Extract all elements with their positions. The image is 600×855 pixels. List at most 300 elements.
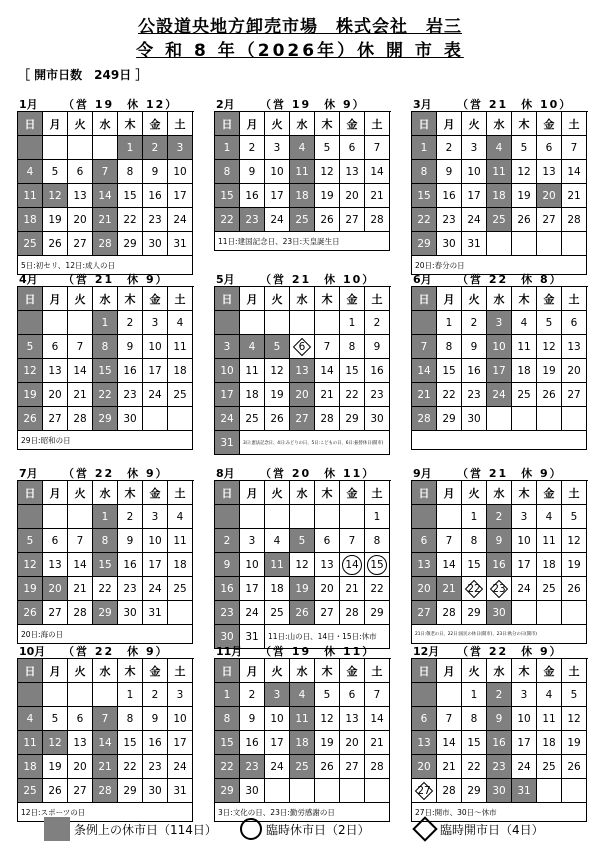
day-cell: 19	[43, 755, 68, 779]
day-cell: 11	[18, 184, 43, 208]
weekday-header: 月	[437, 481, 462, 505]
day-cell: 26	[537, 383, 562, 407]
day-cell: 22	[118, 755, 143, 779]
day-cell: 25	[168, 577, 193, 601]
day-cell: 8	[118, 707, 143, 731]
day-cell: 30	[487, 601, 512, 625]
day-cell: 15	[215, 184, 240, 208]
day-cell: 18	[168, 359, 193, 383]
day-cell: 3	[143, 311, 168, 335]
day-cell: 23	[143, 755, 168, 779]
day-cell: 6	[340, 136, 365, 160]
day-cell: 9	[118, 529, 143, 553]
day-cell: 5	[562, 683, 587, 707]
month-header	[214, 270, 391, 286]
weekday-header: 日	[18, 659, 43, 683]
day-cell: 24	[168, 755, 193, 779]
day-cell: 23	[215, 601, 240, 625]
day-cell: 6	[562, 311, 587, 335]
day-cell: 26	[512, 208, 537, 232]
day-cell: 26	[315, 208, 340, 232]
month-name: 10月	[19, 645, 46, 658]
weekday-header: 火	[462, 659, 487, 683]
day-cell: 21	[68, 577, 93, 601]
month-calendar	[411, 642, 588, 822]
weekday-header: 月	[437, 287, 462, 311]
holiday-swatch-icon	[44, 817, 70, 841]
day-cell: 16	[487, 553, 512, 577]
month-business-days: （営 21 休 10）	[260, 273, 376, 286]
day-cell: 7	[68, 529, 93, 553]
weekday-header: 月	[240, 287, 265, 311]
day-cell: 20	[412, 577, 437, 601]
day-cell: 6	[43, 335, 68, 359]
day-cell: 8	[215, 160, 240, 184]
day-cell: 22	[93, 577, 118, 601]
day-cell: 7	[93, 160, 118, 184]
month-header	[214, 95, 391, 111]
day-cell: 2	[215, 529, 240, 553]
day-cell: 30	[437, 232, 462, 256]
day-cell: 27	[290, 407, 315, 431]
weekday-header: 土	[562, 112, 587, 136]
day-cell: 20	[412, 755, 437, 779]
day-cell: 5	[265, 335, 290, 359]
day-cell: 15	[412, 184, 437, 208]
day-cell: 4	[168, 311, 193, 335]
day-cell: 24	[265, 755, 290, 779]
weekday-header: 金	[537, 659, 562, 683]
day-cell: 20	[43, 577, 68, 601]
day-cell: 20	[315, 577, 340, 601]
weekday-header: 月	[240, 112, 265, 136]
empty-cell	[68, 136, 93, 160]
month-name: 2月	[216, 98, 235, 111]
day-cell: 23	[240, 755, 265, 779]
day-cell: 30	[462, 407, 487, 431]
weekday-header: 日	[18, 112, 43, 136]
day-cell: 10	[512, 529, 537, 553]
legend-temp-closed-label: 臨時休市日（2日）	[266, 822, 370, 837]
day-cell: 12	[43, 184, 68, 208]
weekday-header: 水	[487, 112, 512, 136]
day-cell: 13	[340, 160, 365, 184]
weekday-header: 金	[143, 287, 168, 311]
weekday-header: 日	[215, 112, 240, 136]
day-cell: 29	[93, 601, 118, 625]
empty-cell	[215, 505, 240, 529]
weekday-header: 土	[365, 287, 390, 311]
day-cell: 13	[68, 184, 93, 208]
month-name: 11月	[216, 645, 243, 658]
day-cell: 26	[43, 779, 68, 803]
day-cell: 19	[265, 383, 290, 407]
month-calendar	[17, 642, 194, 822]
month-name: 1月	[19, 98, 38, 111]
day-cell: 9	[487, 707, 512, 731]
day-cell: 12	[315, 160, 340, 184]
empty-cell	[290, 311, 315, 335]
day-cell: 10	[143, 529, 168, 553]
empty-cell	[412, 683, 437, 707]
empty-cell	[265, 779, 290, 803]
day-cell: 16	[118, 553, 143, 577]
day-cell: 5	[43, 160, 68, 184]
weekday-header: 水	[487, 659, 512, 683]
day-cell: 19	[562, 731, 587, 755]
day-cell: 19	[290, 577, 315, 601]
day-cell: 12	[562, 707, 587, 731]
day-cell: 20	[537, 184, 562, 208]
month-note	[411, 431, 587, 450]
empty-cell	[315, 779, 340, 803]
day-cell: 24	[168, 208, 193, 232]
empty-cell	[537, 779, 562, 803]
day-cell: 3	[487, 311, 512, 335]
day-cell: 5	[18, 529, 43, 553]
day-cell: 7	[68, 335, 93, 359]
weekday-header: 金	[537, 481, 562, 505]
day-cell: 22	[118, 208, 143, 232]
day-cell-temp-open: 27	[412, 779, 437, 803]
day-cell: 24	[143, 577, 168, 601]
open-days-count: ［ 開市日数 249日 ］	[18, 68, 148, 82]
weekday-header: 日	[412, 659, 437, 683]
day-cell: 7	[340, 529, 365, 553]
day-cell: 30	[143, 232, 168, 256]
page-title: 令 和 8 年（2026年）休 開 市 表	[136, 41, 464, 61]
day-cell: 16	[240, 184, 265, 208]
empty-cell	[43, 683, 68, 707]
day-cell: 17	[143, 553, 168, 577]
month-header	[411, 642, 588, 658]
month-name: 12月	[413, 645, 440, 658]
day-cell: 8	[118, 160, 143, 184]
day-cell: 24	[240, 601, 265, 625]
day-cell: 31	[168, 232, 193, 256]
day-cell: 1	[462, 683, 487, 707]
day-cell: 20	[562, 359, 587, 383]
weekday-header: 土	[168, 287, 193, 311]
day-cell: 11	[537, 707, 562, 731]
weekday-header: 火	[462, 481, 487, 505]
day-cell: 4	[512, 311, 537, 335]
month-calendar	[411, 270, 588, 450]
empty-cell	[240, 505, 265, 529]
month-note: 3日:憲法記念日、4日:みどりの日、5日:こどもの日、6日:振替休日(開市)	[240, 431, 390, 455]
day-cell: 30	[215, 625, 240, 649]
weekday-header: 水	[487, 287, 512, 311]
day-cell: 12	[512, 160, 537, 184]
day-cell: 6	[68, 160, 93, 184]
month-header	[411, 270, 588, 286]
day-cell: 27	[412, 601, 437, 625]
day-cell: 15	[215, 731, 240, 755]
day-cell-temp-open: 6	[290, 335, 315, 359]
day-cell: 8	[462, 707, 487, 731]
month-header	[17, 95, 194, 111]
day-cell: 11	[512, 335, 537, 359]
day-cell: 12	[43, 731, 68, 755]
day-cell: 2	[240, 683, 265, 707]
empty-cell	[562, 601, 587, 625]
day-cell: 9	[437, 160, 462, 184]
month-header	[411, 464, 588, 480]
weekday-header: 月	[43, 659, 68, 683]
day-cell: 13	[412, 553, 437, 577]
day-cell: 7	[365, 136, 390, 160]
day-cell: 21	[340, 577, 365, 601]
weekday-header: 日	[18, 481, 43, 505]
empty-cell	[68, 683, 93, 707]
legend-temp-open-label: 臨時開市日（4日）	[440, 822, 544, 837]
day-cell: 14	[93, 731, 118, 755]
day-cell: 18	[240, 383, 265, 407]
day-cell: 27	[537, 208, 562, 232]
day-cell: 10	[512, 707, 537, 731]
day-cell: 1	[93, 505, 118, 529]
weekday-header: 金	[143, 481, 168, 505]
day-cell: 28	[412, 407, 437, 431]
day-cell: 1	[340, 311, 365, 335]
day-cell: 4	[18, 160, 43, 184]
day-cell: 11	[537, 529, 562, 553]
month-header	[214, 642, 391, 658]
weekday-header: 日	[412, 481, 437, 505]
empty-cell	[512, 232, 537, 256]
day-cell: 5	[512, 136, 537, 160]
day-cell: 4	[290, 683, 315, 707]
day-cell: 9	[240, 160, 265, 184]
day-cell: 1	[437, 311, 462, 335]
day-cell: 11	[290, 707, 315, 731]
day-cell: 22	[215, 208, 240, 232]
weekday-header: 月	[240, 481, 265, 505]
day-cell: 22	[365, 577, 390, 601]
day-cell: 14	[437, 731, 462, 755]
weekday-header: 水	[487, 481, 512, 505]
month-note: 27日:開市、30日～休市	[411, 803, 587, 822]
month-calendar	[17, 95, 194, 275]
day-cell: 17	[240, 577, 265, 601]
day-cell: 2	[365, 311, 390, 335]
day-cell: 8	[93, 529, 118, 553]
company-title: 公設道央地方卸売市場 株式会社 岩三	[138, 17, 462, 37]
month-grid	[214, 658, 391, 803]
day-cell: 15	[462, 731, 487, 755]
day-cell: 10	[462, 160, 487, 184]
month-note: 20日:春分の日	[411, 256, 587, 275]
day-cell: 18	[537, 553, 562, 577]
empty-cell	[93, 683, 118, 707]
day-cell: 13	[43, 553, 68, 577]
day-cell: 29	[437, 407, 462, 431]
day-cell: 6	[537, 136, 562, 160]
day-cell: 7	[315, 335, 340, 359]
day-cell: 1	[365, 505, 390, 529]
day-cell: 19	[43, 208, 68, 232]
day-cell-temp-open: 22	[462, 577, 487, 601]
day-cell: 17	[265, 184, 290, 208]
day-cell: 28	[562, 208, 587, 232]
day-cell: 21	[365, 184, 390, 208]
day-cell: 15	[118, 184, 143, 208]
day-cell: 18	[265, 577, 290, 601]
empty-cell	[437, 505, 462, 529]
day-cell: 23	[143, 208, 168, 232]
weekday-header: 木	[315, 481, 340, 505]
month-grid	[17, 111, 194, 256]
empty-cell	[143, 407, 168, 431]
month-calendar	[17, 464, 194, 644]
day-cell: 26	[562, 577, 587, 601]
day-cell: 9	[487, 529, 512, 553]
day-cell: 15	[340, 359, 365, 383]
day-cell: 22	[215, 755, 240, 779]
month-calendar	[17, 270, 194, 450]
day-cell: 30	[487, 779, 512, 803]
day-cell: 5	[290, 529, 315, 553]
empty-cell	[537, 601, 562, 625]
day-cell: 25	[290, 208, 315, 232]
day-cell: 19	[18, 383, 43, 407]
day-cell-temp-closed: 14	[340, 553, 365, 577]
day-cell: 9	[365, 335, 390, 359]
day-cell: 15	[93, 359, 118, 383]
day-cell-temp-closed: 15	[365, 553, 390, 577]
month-calendar	[214, 464, 391, 649]
empty-cell	[68, 505, 93, 529]
day-cell: 9	[118, 335, 143, 359]
day-cell: 29	[93, 407, 118, 431]
day-cell: 17	[143, 359, 168, 383]
day-cell: 2	[118, 505, 143, 529]
day-cell: 13	[537, 160, 562, 184]
month-business-days: （営 22 休 9）	[457, 645, 563, 658]
day-cell: 3	[512, 505, 537, 529]
day-cell: 31	[512, 779, 537, 803]
month-grid	[17, 658, 194, 803]
day-cell: 17	[168, 731, 193, 755]
day-cell: 26	[562, 755, 587, 779]
weekday-header: 火	[265, 112, 290, 136]
day-cell: 28	[365, 755, 390, 779]
day-cell: 21	[562, 184, 587, 208]
empty-cell	[43, 505, 68, 529]
weekday-header: 水	[290, 112, 315, 136]
empty-cell	[215, 311, 240, 335]
day-cell: 4	[290, 136, 315, 160]
day-cell: 22	[437, 383, 462, 407]
day-cell: 11	[168, 335, 193, 359]
weekday-header: 火	[462, 287, 487, 311]
day-cell: 28	[68, 601, 93, 625]
day-cell: 25	[168, 383, 193, 407]
weekday-header: 金	[340, 659, 365, 683]
day-cell: 10	[168, 160, 193, 184]
weekday-header: 木	[118, 481, 143, 505]
day-cell: 23	[365, 383, 390, 407]
month-calendar	[214, 642, 391, 822]
day-cell: 29	[118, 779, 143, 803]
month-name: 8月	[216, 467, 235, 480]
day-cell: 4	[537, 505, 562, 529]
weekday-header: 金	[340, 112, 365, 136]
weekday-header: 土	[365, 659, 390, 683]
day-cell: 13	[340, 707, 365, 731]
day-cell: 14	[68, 553, 93, 577]
day-cell: 2	[143, 683, 168, 707]
day-cell: 6	[412, 529, 437, 553]
weekday-header: 土	[168, 481, 193, 505]
day-cell: 16	[215, 577, 240, 601]
weekday-header: 金	[340, 287, 365, 311]
weekday-header: 木	[315, 287, 340, 311]
day-cell-temp-open: 23	[487, 577, 512, 601]
weekday-header: 火	[68, 112, 93, 136]
day-cell: 4	[537, 683, 562, 707]
weekday-header: 火	[265, 659, 290, 683]
day-cell: 22	[462, 755, 487, 779]
day-cell: 2	[143, 136, 168, 160]
day-cell: 4	[487, 136, 512, 160]
weekday-header: 金	[340, 481, 365, 505]
weekday-header: 木	[512, 287, 537, 311]
weekday-header: 水	[93, 112, 118, 136]
legend-holiday-label: 条例上の休市日（114日）	[74, 822, 217, 837]
day-cell: 14	[365, 707, 390, 731]
day-cell: 30	[118, 407, 143, 431]
day-cell: 5	[18, 335, 43, 359]
empty-cell	[562, 232, 587, 256]
day-cell: 9	[143, 160, 168, 184]
day-cell: 8	[93, 335, 118, 359]
weekday-header: 木	[118, 659, 143, 683]
day-cell: 2	[118, 311, 143, 335]
day-cell: 3	[265, 136, 290, 160]
month-calendar	[411, 464, 588, 644]
day-cell: 16	[462, 359, 487, 383]
day-cell: 7	[365, 683, 390, 707]
day-cell: 20	[340, 184, 365, 208]
empty-cell	[43, 136, 68, 160]
day-cell: 23	[437, 208, 462, 232]
day-cell: 9	[462, 335, 487, 359]
day-cell: 16	[487, 731, 512, 755]
month-note: 29日:昭和の日	[17, 431, 193, 450]
day-cell: 23	[240, 208, 265, 232]
empty-cell	[487, 407, 512, 431]
day-cell: 9	[215, 553, 240, 577]
weekday-header: 日	[215, 287, 240, 311]
month-grid	[411, 111, 588, 256]
month-business-days: （営 22 休 9）	[63, 467, 169, 480]
day-cell: 14	[93, 184, 118, 208]
day-cell: 2	[462, 311, 487, 335]
day-cell: 18	[290, 184, 315, 208]
weekday-header: 月	[437, 659, 462, 683]
day-cell: 17	[265, 731, 290, 755]
day-cell: 25	[240, 407, 265, 431]
day-cell: 15	[118, 731, 143, 755]
day-cell: 3	[462, 136, 487, 160]
empty-cell	[315, 505, 340, 529]
day-cell: 21	[365, 731, 390, 755]
month-business-days: （営 19 休 12）	[63, 98, 179, 111]
day-cell: 27	[340, 755, 365, 779]
empty-cell	[562, 407, 587, 431]
empty-cell	[290, 779, 315, 803]
